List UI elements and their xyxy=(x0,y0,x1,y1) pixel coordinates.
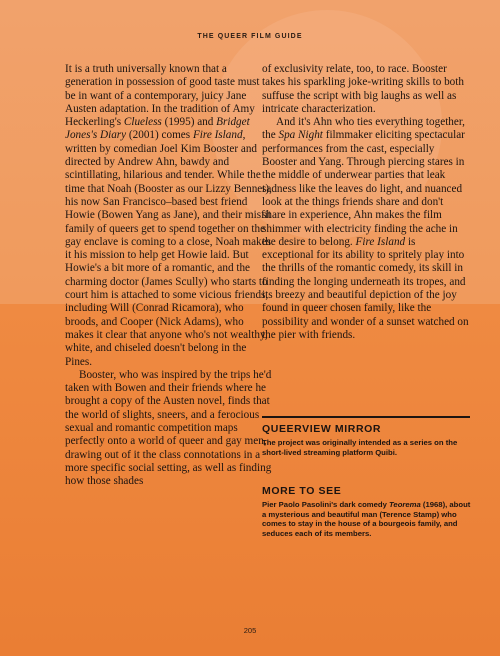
film-title: Fire Island xyxy=(192,129,243,142)
paragraph: Booster, who was inspired by the trips he'd taken with Bowen and their friends where he brought a copy of the Austen novel, finds that the world of slights, sneers, and a ferocious sexual and romantic competition maps perfectly onto a world of queer and gay men, drawing out of it the class connotations in a more specific social setting, as well as finding how those shades xyxy=(65,368,272,488)
page-number: 205 xyxy=(243,626,257,635)
film-title: Bridget Jones's Diary xyxy=(65,116,250,142)
sidebar-text: The project was originally intended as a series on the short-lived streaming platform Quibi. xyxy=(262,438,458,457)
film-title: Teorema xyxy=(389,500,421,509)
sidebar-divider xyxy=(262,416,470,418)
sidebar-more-to-see xyxy=(262,485,474,538)
paragraph: And it's Ahn who ties everything together, the Spa Night filmmaker eliciting spectacular performances from the cast, especially Booster and Yang. Through piercing stares in the middle of underwear parties that leak sadness like the leaves do light, and nuanced look at the things friends share and don't share in experience, Ahn makes the film shimmer with electricity finding the ache in the desire to belong. Fire Island is exceptional for its ability to spritely play into the thrills of the romantic comedy, its skill in finding the longing underneath its tropes, and its breezy and beautiful depiction of the joy found in queer chosen family, like the possibility and wonder of a sunset watched on the pier with friends. xyxy=(262,116,469,341)
sidebar-heading: MORE TO SEE xyxy=(262,485,342,497)
sidebar-queerview-mirror xyxy=(262,423,474,457)
film-title: Fire Island xyxy=(355,235,406,248)
paragraph: It is a truth universally known that a generation in possession of good taste must be in want of a contemporary, juicy Jane Austen adaptation. In the tradition of Amy Heckerling's Clueless (1995) and Bridget Jones's Diary (2001) comes Fire Island, written by comedian Joel Kim Booster and directed by Andrew Ahn, bawdy and scintillating, hilarious and tender. While the time that Noah (Booster as our Lizzy Bennet), his now San Francisco–based best friend Howie (Bowen Yang as Jane), and their misfit family of queers get to spend together on the gay enclave is coming to a close, Noah makes it his mission to help get Howie laid. But Howie's a bit more of a romantic, and the charming doctor (James Scully) who starts to court him is attached to some vicious friends, including Will (Conrad Ricamora), who broods, and Cooper (Nick Adams), who makes it clear that anyone who's not wealthy, white, and chiseled doesn't belong in the Pines. xyxy=(65,63,272,368)
paragraph: of exclusivity relate, too, to race. Booster takes his sparkling joke-writing skills to both suffuse the script with big laughs as well as intricate characterization. xyxy=(262,63,464,115)
sidebar-text: Pier Paolo Pasolini's dark comedy Teorema (1968), about a mysterious and beautiful man (Terence Stamp) who comes to stay in the house of a bourgeois family, and seduces each of its members. xyxy=(262,500,471,538)
article-column-right xyxy=(262,63,469,342)
article-column-left xyxy=(65,63,272,489)
film-title: Clueless xyxy=(123,116,162,129)
film-title: Spa Night xyxy=(278,129,323,142)
running-head: THE QUEER FILM GUIDE xyxy=(197,33,303,40)
sidebar-heading: QUEERVIEW MIRROR xyxy=(262,423,382,435)
